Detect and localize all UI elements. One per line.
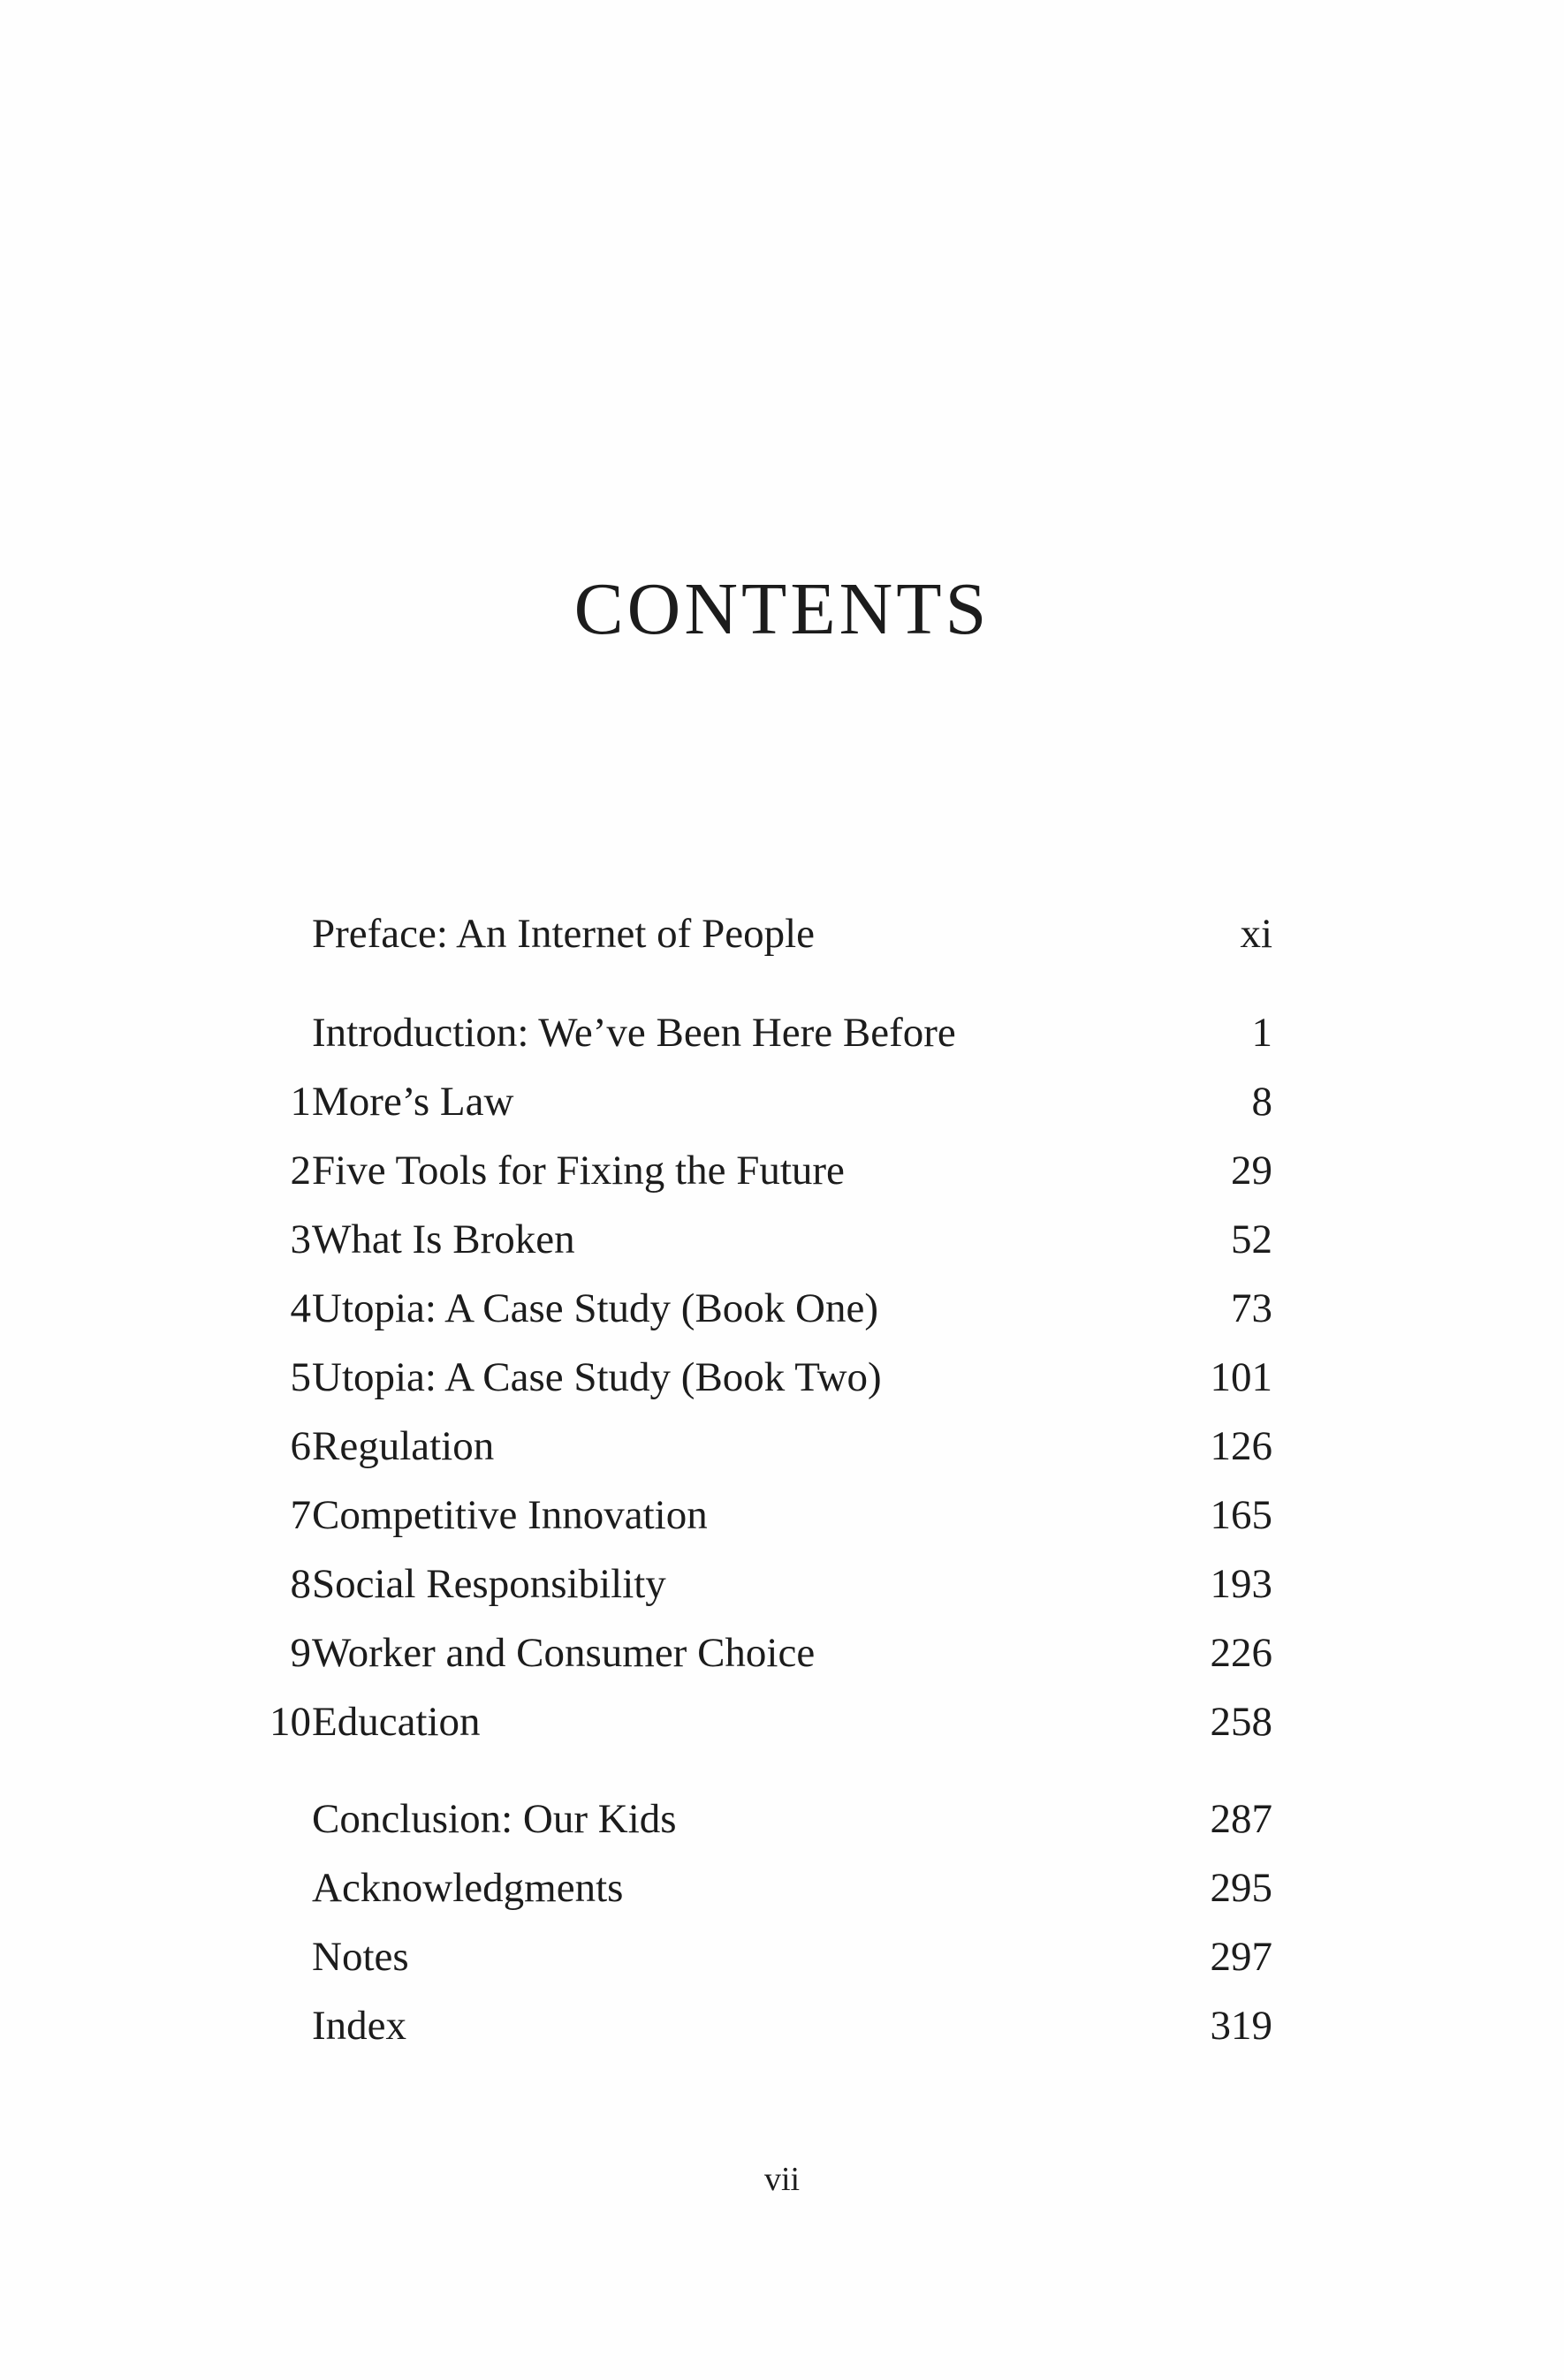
section-spacer — [212, 968, 1272, 998]
toc-entry-chapter-6[interactable] — [212, 1412, 1272, 1481]
toc-entry-label: Worker and Consumer Choice — [312, 1630, 816, 1676]
toc-entry-label: Education — [312, 1699, 481, 1745]
toc-entry-page: 126 — [1210, 1423, 1272, 1469]
toc-entry-page: 193 — [1210, 1561, 1272, 1607]
toc-entry-page: 165 — [1210, 1492, 1272, 1538]
toc-entry-page: 226 — [1210, 1630, 1272, 1676]
table-of-contents — [212, 899, 1272, 2060]
toc-entry-acknowledgments[interactable] — [212, 1853, 1272, 1922]
chapter-number: 9 — [290, 1630, 311, 1676]
toc-entry-introduction[interactable] — [212, 998, 1272, 1067]
toc-entry-label: Introduction: We’ve Been Here Before — [312, 1010, 956, 1056]
chapter-number: 6 — [290, 1423, 311, 1469]
chapter-number: 7 — [290, 1492, 311, 1538]
chapter-number: 3 — [290, 1217, 311, 1262]
toc-entry-page: 258 — [1210, 1699, 1272, 1745]
toc-entry-label: Notes — [312, 1934, 409, 1980]
toc-entry-page: 101 — [1210, 1354, 1272, 1400]
toc-entry-page: 287 — [1210, 1796, 1272, 1842]
toc-entry-chapter-8[interactable] — [212, 1550, 1272, 1618]
toc-entry-label: Utopia: A Case Study (Book Two) — [312, 1354, 882, 1400]
toc-entry-conclusion[interactable] — [212, 1785, 1272, 1853]
toc-entry-label: What Is Broken — [312, 1217, 575, 1262]
chapter-number: 4 — [290, 1285, 311, 1331]
toc-entry-label: Preface: An Internet of People — [312, 911, 816, 957]
chapter-number: 1 — [290, 1079, 311, 1125]
toc-entry-page: xi — [1240, 911, 1272, 957]
toc-entry-chapter-7[interactable] — [212, 1481, 1272, 1550]
toc-entry-page: 1 — [1251, 1010, 1272, 1056]
section-spacer — [212, 1756, 1272, 1785]
toc-entry-page: 73 — [1231, 1285, 1272, 1331]
toc-entry-label: Regulation — [312, 1423, 495, 1469]
toc-entry-label: More’s Law — [312, 1079, 514, 1125]
toc-entry-label: Competitive Innovation — [312, 1492, 708, 1538]
toc-entry-chapter-3[interactable] — [212, 1205, 1272, 1274]
toc-entry-label: Conclusion: Our Kids — [312, 1796, 677, 1842]
toc-entry-preface[interactable] — [212, 899, 1272, 968]
chapter-number: 2 — [290, 1148, 311, 1194]
toc-entry-chapter-5[interactable] — [212, 1343, 1272, 1412]
toc-entry-label: Utopia: A Case Study (Book One) — [312, 1285, 878, 1331]
toc-entry-chapter-2[interactable] — [212, 1136, 1272, 1205]
toc-entry-page: 295 — [1210, 1865, 1272, 1911]
page-title: CONTENTS — [573, 568, 991, 650]
toc-entry-chapter-9[interactable] — [212, 1618, 1272, 1687]
toc-entry-index[interactable] — [212, 1991, 1272, 2060]
toc-entry-page: 52 — [1231, 1217, 1272, 1262]
toc-entry-label: Index — [312, 2003, 407, 2049]
toc-entry-chapter-1[interactable] — [212, 1067, 1272, 1136]
toc-entry-label: Five Tools for Fixing the Future — [312, 1148, 845, 1194]
toc-entry-page: 319 — [1210, 2003, 1272, 2049]
chapter-number: 5 — [290, 1354, 311, 1400]
toc-entry-chapter-4[interactable] — [212, 1274, 1272, 1343]
toc-entry-label: Social Responsibility — [312, 1561, 666, 1607]
toc-entry-chapter-10[interactable] — [212, 1687, 1272, 1756]
toc-entry-notes[interactable] — [212, 1922, 1272, 1991]
toc-entry-page: 8 — [1251, 1079, 1272, 1125]
toc-entry-page: 297 — [1210, 1934, 1272, 1980]
page-number: vii — [763, 2161, 801, 2198]
chapter-number: 8 — [290, 1561, 311, 1607]
chapter-number: 10 — [270, 1699, 311, 1745]
toc-entry-label: Acknowledgments — [312, 1865, 624, 1911]
toc-entry-page: 29 — [1231, 1148, 1272, 1194]
